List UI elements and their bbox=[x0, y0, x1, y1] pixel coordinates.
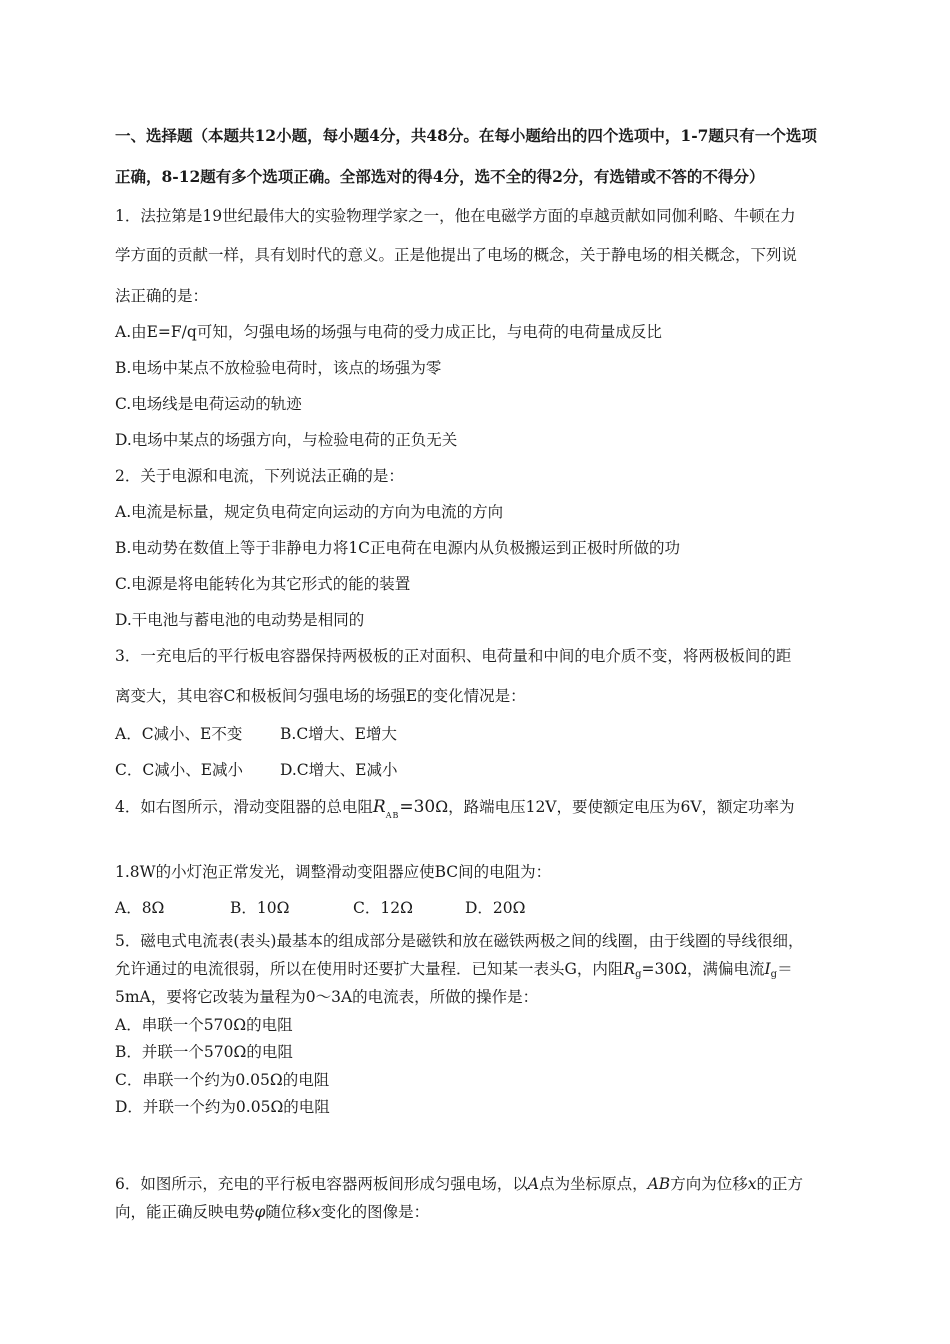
q2-stem: 2．关于电源和电流，下列说法正确的是： bbox=[115, 467, 404, 485]
q3-stem-line-1: 3．一充电后的平行板电容器保持两极板的正对面积、电荷量和中间的电介质不变，将两极板间的距 bbox=[115, 647, 792, 665]
q1-option-c: C.电场线是电荷运动的轨迹 bbox=[115, 395, 302, 413]
q4-option-c: C．12Ω bbox=[353, 899, 413, 917]
q3-stem-line-2: 离变大，其电容C和极板间匀强电场的场强E的变化情况是： bbox=[115, 687, 526, 705]
q1-option-d: D.电场中某点的场强方向，与检验电荷的正负无关 bbox=[115, 431, 458, 449]
q5-line2-mid: =30Ω，满偏电流 bbox=[641, 960, 765, 978]
section-heading-line-2: 正确，8-12题有多个选项正确。全部选对的得4分，选不全的得2分，有选错或不答的不得分） bbox=[115, 167, 765, 186]
q1-option-b: B.电场中某点不放检验电荷时，该点的场强为零 bbox=[115, 359, 442, 377]
q5-rg-subscript: g bbox=[635, 969, 642, 980]
q5-ig-subscript: g bbox=[770, 969, 778, 980]
q5-stem-line-2 bbox=[115, 959, 793, 985]
q3-option-b: B.C增大、E增大 bbox=[280, 725, 397, 743]
q4-option-b: B．10Ω bbox=[230, 899, 290, 917]
q3-option-a: A．C减小、E不变 bbox=[115, 725, 243, 743]
q6-var-a: A bbox=[527, 1175, 540, 1193]
q5-stem-line-1: 5．磁电式电流表(表头)最基本的组成部分是磁铁和放在磁铁两极之间的线圈，由于线圈的导线很细， bbox=[115, 932, 804, 950]
q5-option-b: B．并联一个570Ω的电阻 bbox=[115, 1043, 293, 1061]
q4-resistance-subscript: AB bbox=[385, 811, 400, 820]
q4-option-a: A．8Ω bbox=[115, 899, 165, 917]
q5-stem-line-3: 5mA，要将它改装为量程为0～3A的电流表，所做的操作是： bbox=[115, 988, 539, 1006]
q6-var-ab: AB bbox=[647, 1175, 671, 1193]
q4-stem-pre: 4．如右图所示，滑动变阻器的总电阻 bbox=[115, 798, 373, 816]
q4-stem-post: Ω，路端电压12V，要使额定电压为6V，额定功率为 bbox=[435, 798, 795, 816]
q3-options-row-1 bbox=[115, 724, 397, 744]
q4-stem-line-1 bbox=[115, 797, 795, 826]
q1-stem-line-2: 学方面的贡献一样，具有划时代的意义。正是他提出了电场的概念，关于静电场的相关概念，下列说 bbox=[115, 246, 798, 264]
q3-options-row-2 bbox=[115, 760, 397, 780]
q6-line1-mid: 点为坐标原点， bbox=[539, 1175, 648, 1193]
q4-resistance-symbol: R bbox=[372, 797, 386, 817]
q3-option-d: D.C增大、E减小 bbox=[280, 761, 398, 779]
q2-option-d: D.干电池与蓄电池的电动势是相同的 bbox=[115, 611, 365, 629]
q6-stem-line-1 bbox=[115, 1174, 803, 1194]
q6-var-phi: φ bbox=[254, 1203, 266, 1221]
q4-options bbox=[115, 898, 526, 918]
q4-resistance-value: =30 bbox=[399, 797, 436, 817]
q2-option-c: C.电源是将电能转化为其它形式的能的装置 bbox=[115, 575, 411, 593]
q5-rg-symbol: R bbox=[623, 960, 636, 978]
q6-line2-post: 变化的图像是： bbox=[320, 1203, 430, 1221]
q5-line2-pre: 允许通过的电流很弱，所以在使用时还要扩大量程．已知某一表头G，内阻 bbox=[115, 960, 624, 978]
q6-line2-pre: 向，能正确反映电势 bbox=[115, 1203, 255, 1221]
q6-var-x: x bbox=[747, 1175, 757, 1193]
q6-stem-line-2 bbox=[115, 1202, 429, 1222]
q5-line2-post: ＝ bbox=[777, 960, 793, 978]
section-heading-line-1: 一、选择题（本题共12小题，每小题4分，共48分。在每小题给出的四个选项中，1-7题只有一个选项 bbox=[115, 126, 817, 145]
q5-option-a: A．串联一个570Ω的电阻 bbox=[115, 1016, 293, 1034]
q4-option-d: D．20Ω bbox=[465, 899, 526, 917]
q1-stem-line-1: 1．法拉第是19世纪最伟大的实验物理学家之一，他在电磁学方面的卓越贡献如同伽利略、牛顿在力 bbox=[115, 207, 796, 225]
q5-option-c: C．串联一个约为0.05Ω的电阻 bbox=[115, 1071, 330, 1089]
q6-line1-post: 的正方 bbox=[756, 1175, 803, 1193]
q1-option-a: A.由E=F/q可知，匀强电场的场强与电荷的受力成正比，与电荷的电荷量成反比 bbox=[115, 323, 662, 341]
q3-option-c: C．C减小、E减小 bbox=[115, 761, 244, 779]
q2-option-a: A.电流是标量，规定负电荷定向运动的方向为电流的方向 bbox=[115, 503, 504, 521]
q6-line1-pre: 6．如图所示，充电的平行板电容器两板间形成匀强电场，以 bbox=[115, 1175, 528, 1193]
q4-stem-line-2: 1.8W的小灯泡正常发光，调整滑动变阻器应使BC间的电阻为： bbox=[115, 863, 552, 881]
q5-ig-symbol: I bbox=[764, 960, 771, 978]
q1-stem-line-3: 法正确的是： bbox=[115, 287, 209, 305]
q2-option-b: B.电动势在数值上等于非静电力将1C正电荷在电源内从负极搬运到正极时所做的功 bbox=[115, 539, 681, 557]
q6-var-x2: x bbox=[311, 1203, 321, 1221]
q5-option-d: D．并联一个约为0.05Ω的电阻 bbox=[115, 1098, 330, 1116]
q6-line1-mid2: 方向为位移 bbox=[670, 1175, 748, 1193]
q6-line2-mid: 随位移 bbox=[265, 1203, 312, 1221]
